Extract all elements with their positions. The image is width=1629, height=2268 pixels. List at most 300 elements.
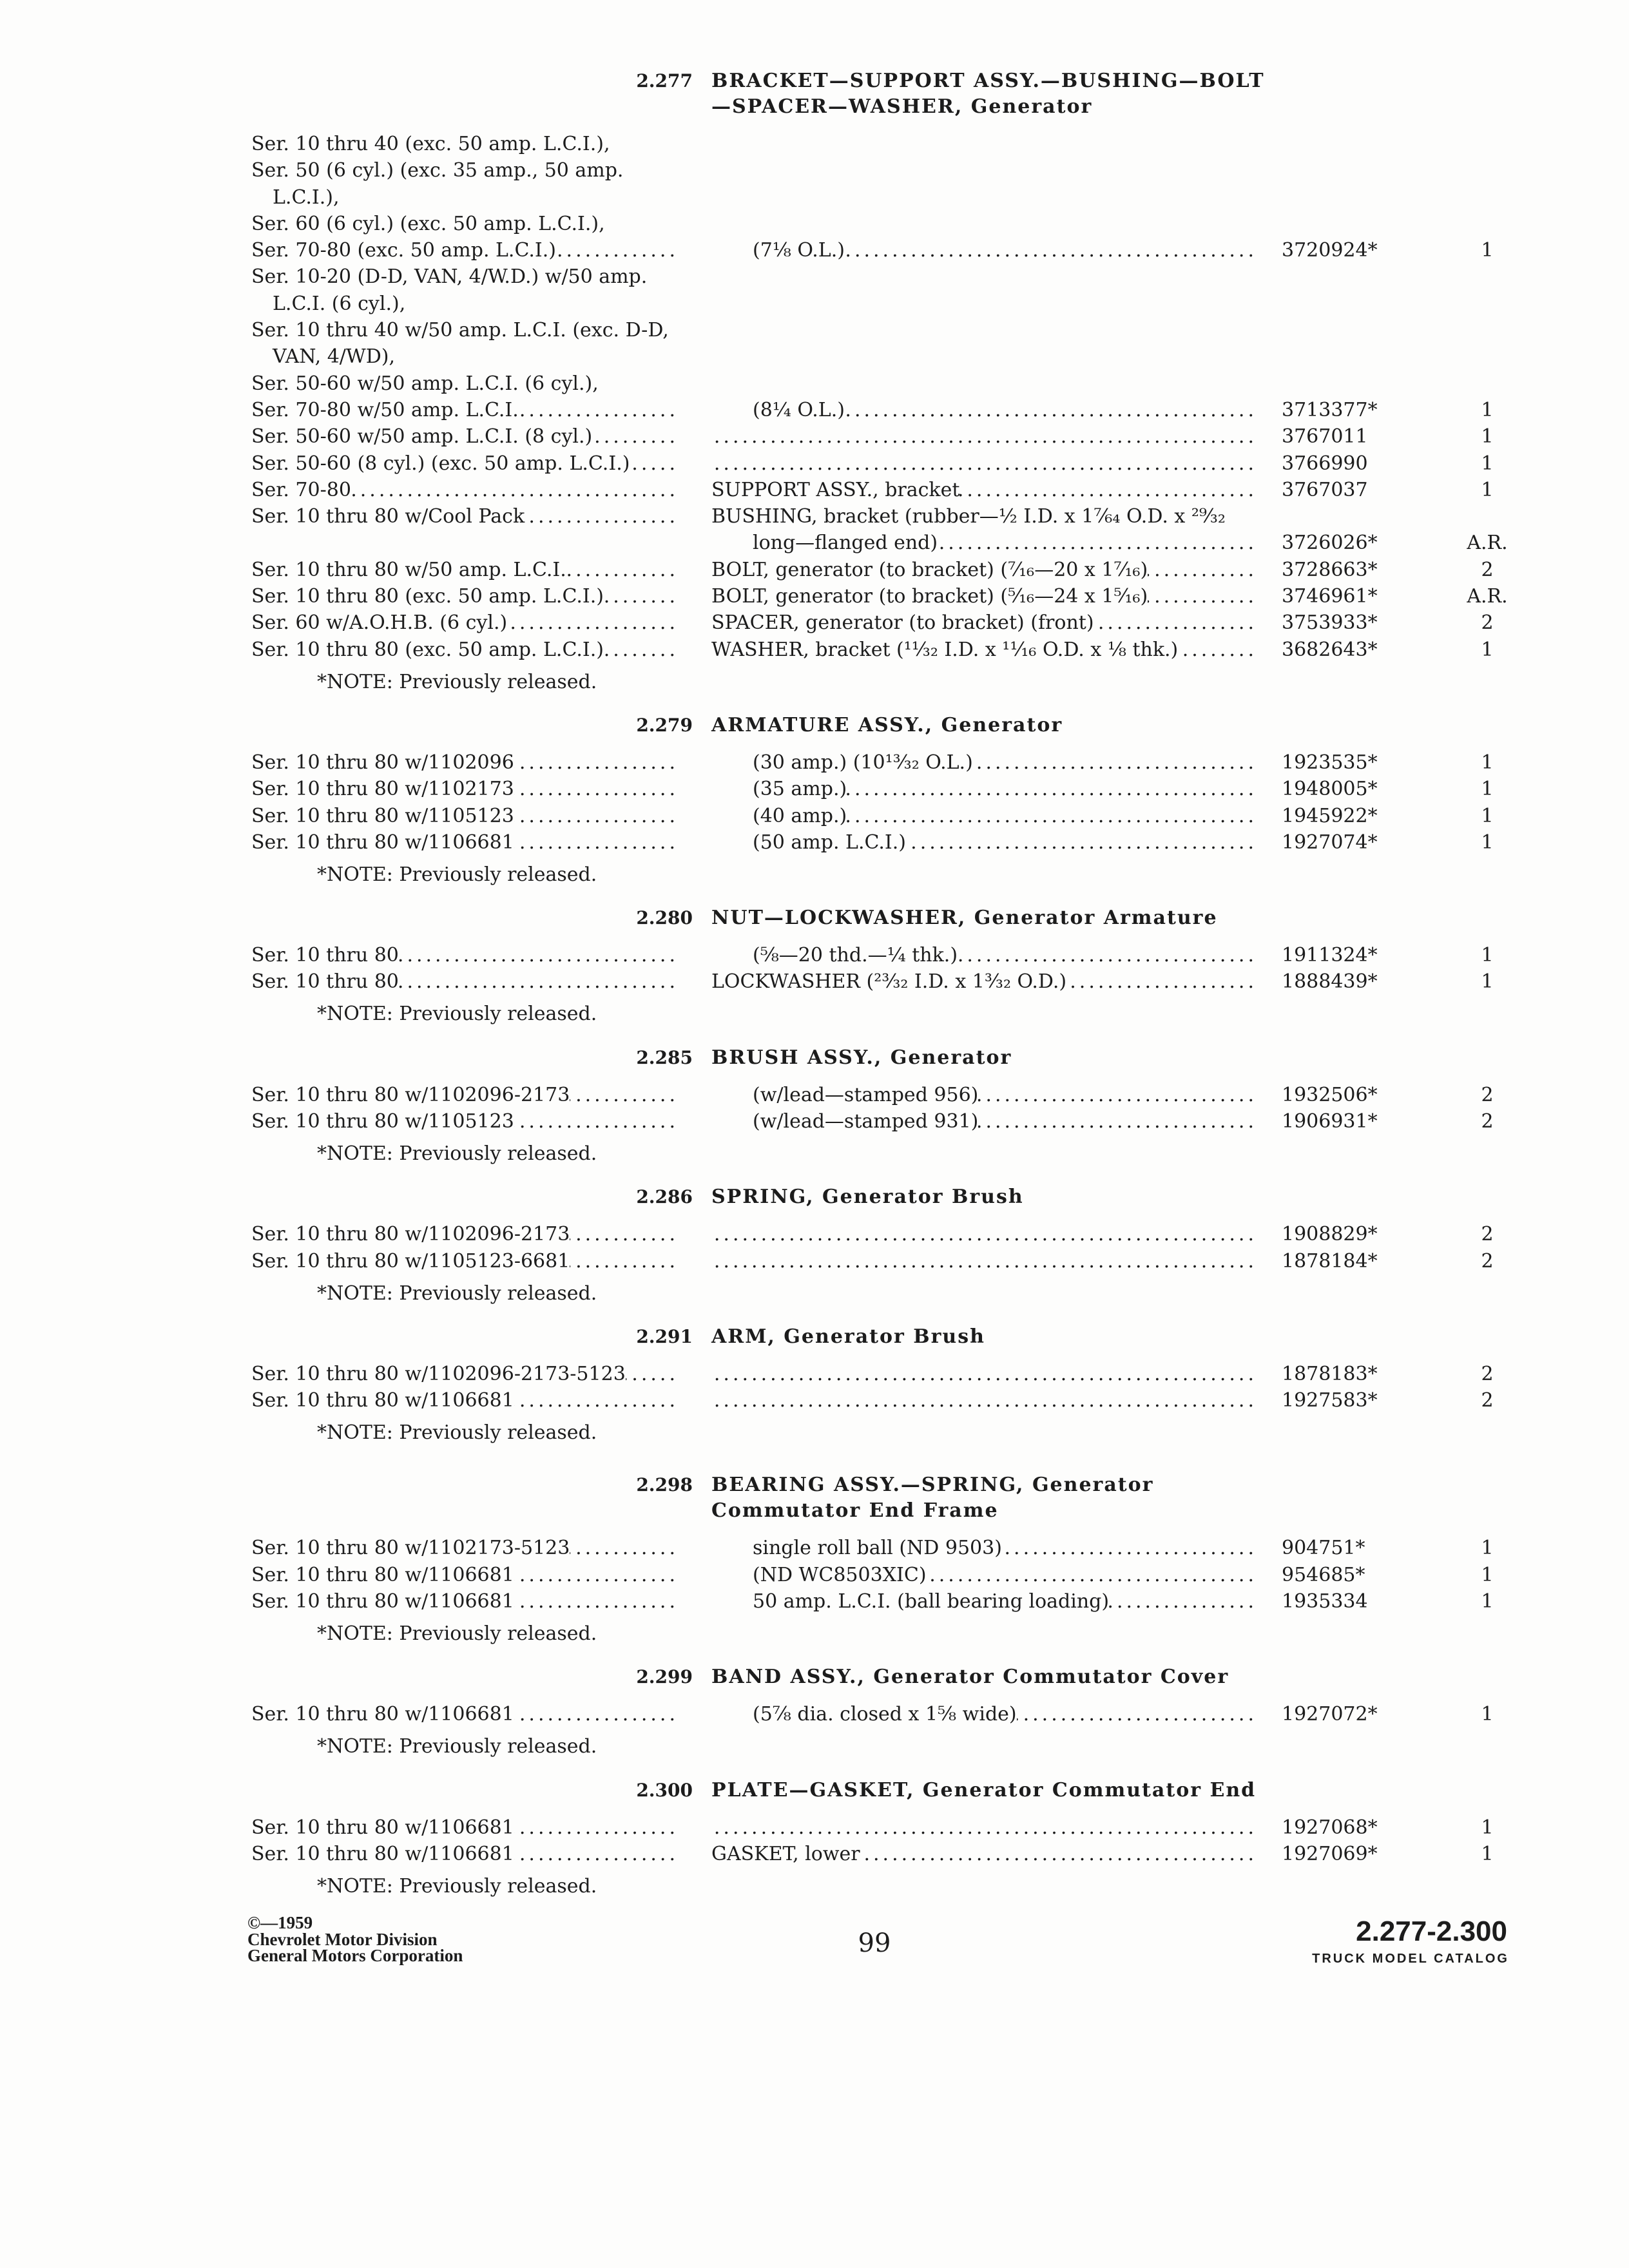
- part-row: [0, 1248, 1629, 1274]
- part-row: [0, 477, 1629, 503]
- quantity: 1: [1481, 1537, 1494, 1560]
- application-text: Ser. 70-80: [251, 478, 351, 501]
- quantity: 1: [1481, 478, 1494, 501]
- application-cell: [251, 1082, 679, 1108]
- application-cell: [251, 1361, 679, 1387]
- description-text: GASKET, lower: [711, 1842, 860, 1865]
- quantity: 1: [1481, 1703, 1494, 1726]
- publisher-block: [247, 1915, 463, 1965]
- section-title-line: ARM, Generator Brush: [711, 1325, 985, 1348]
- dot-leader: [973, 749, 1257, 776]
- section-title: [711, 1472, 1629, 1524]
- description-text: (5⅞ dia. closed x 1⅝ wide): [753, 1703, 1017, 1726]
- part-row: [0, 131, 1629, 157]
- dot-leader: [1148, 583, 1257, 610]
- part-number: 3767037: [1282, 478, 1368, 501]
- part-number: 3726026*: [1282, 532, 1378, 555]
- quantity: 1: [1481, 638, 1494, 661]
- application-text: Ser. 50-60 w/50 amp. L.C.I. (8 cyl.): [251, 425, 593, 448]
- application-cell: [251, 1701, 679, 1727]
- parts-list: [0, 68, 1629, 1899]
- application-cell: [251, 1841, 679, 1867]
- application-text: Ser. 10 thru 80 w/1106681: [251, 1590, 514, 1613]
- part-row: [0, 157, 1629, 184]
- group-range: 2.277-2.300: [1356, 1916, 1507, 1947]
- page-number: 99: [858, 1928, 891, 1958]
- part-row: [0, 557, 1629, 583]
- part-number: 1945922*: [1282, 804, 1378, 827]
- part-number: 1888439*: [1282, 970, 1378, 994]
- description-cell: [711, 803, 1257, 829]
- part-number: 954685*: [1282, 1563, 1365, 1586]
- part-row: [0, 829, 1629, 856]
- part-row: [0, 1535, 1629, 1561]
- application-text: Ser. 10 thru 80 w/1106681: [251, 1389, 514, 1412]
- section-2-280: [0, 905, 1629, 1028]
- section-2-291: [0, 1324, 1629, 1446]
- part-row: [0, 1588, 1629, 1615]
- section-title: [711, 1184, 1629, 1210]
- application-cell: [251, 1248, 679, 1274]
- description-cell: [711, 1535, 1257, 1561]
- section-title: [711, 1324, 1629, 1350]
- application-text: Ser. 10 thru 80 w/1105123: [251, 1110, 514, 1133]
- description-text: BOLT, generator (to bracket) (⁵⁄₁₆—24 x 1⁵⁄₁₆): [711, 585, 1148, 608]
- description-cell: [711, 450, 1257, 477]
- application-text: Ser. 10 thru 80 (exc. 50 amp. L.C.I.): [251, 585, 604, 608]
- description-text: (40 amp.): [753, 804, 847, 827]
- section-2-298: [0, 1472, 1629, 1647]
- application-cell: [251, 1535, 679, 1561]
- part-row: [0, 1814, 1629, 1841]
- quantity: 1: [1481, 831, 1494, 854]
- description-cell: [711, 637, 1257, 663]
- section-2-279: [0, 713, 1629, 888]
- description-text: BOLT, generator (to bracket) (⁷⁄₁₆—20 x 1⁷⁄₁₆): [711, 558, 1148, 581]
- section-header: [0, 1045, 1629, 1071]
- section-number: 2.298: [636, 1474, 693, 1496]
- section-note: *NOTE: Previously released.: [317, 1735, 597, 1758]
- dot-leader: [958, 942, 1257, 968]
- section-note: *NOTE: Previously released.: [317, 1874, 597, 1898]
- section-2-286: [0, 1184, 1629, 1307]
- dot-leader: [978, 1108, 1257, 1135]
- description-text: (30 amp.) (10¹³⁄₃₂ O.L.): [753, 751, 973, 774]
- part-row: [0, 343, 1629, 370]
- description-cell: [711, 1814, 1257, 1841]
- quantity: 1: [1481, 425, 1494, 448]
- part-number: 3728663*: [1282, 558, 1378, 581]
- dot-leader: [514, 749, 679, 776]
- section-title-line: NUT—LOCKWASHER, Generator Armature: [711, 907, 1218, 930]
- part-number: 1927074*: [1282, 831, 1378, 854]
- quantity: A.R.: [1467, 585, 1508, 608]
- part-number: 3720924*: [1282, 239, 1378, 262]
- dot-leader: [399, 942, 679, 968]
- application-text: Ser. 50-60 (8 cyl.) (exc. 50 amp. L.C.I.): [251, 452, 630, 475]
- application-cell: [251, 477, 679, 503]
- quantity: 1: [1481, 944, 1494, 967]
- description-cell: [711, 1701, 1257, 1727]
- section-title-line: Commutator End Frame: [711, 1499, 999, 1523]
- section-header: [0, 905, 1629, 931]
- description-cell: [711, 749, 1257, 776]
- application-cell: [251, 237, 679, 264]
- quantity: 1: [1481, 398, 1494, 421]
- part-number: 1878183*: [1282, 1362, 1378, 1385]
- description-cell: [711, 237, 1257, 264]
- application-cell: [251, 1387, 679, 1414]
- application-text: L.C.I.),: [273, 186, 340, 209]
- dot-leader: [711, 450, 1257, 477]
- dot-leader: [351, 477, 679, 503]
- description-text: single roll ball (ND 9503): [753, 1537, 1002, 1560]
- dot-leader: [711, 1248, 1257, 1274]
- application-cell: [251, 1814, 679, 1841]
- dot-leader: [604, 583, 679, 610]
- part-number: 1948005*: [1282, 778, 1378, 801]
- description-text: long—flanged end): [753, 532, 938, 555]
- section-title: [711, 1045, 1629, 1071]
- dot-leader: [1017, 1701, 1257, 1727]
- section-header: [0, 68, 1629, 120]
- section-title: [711, 1664, 1629, 1690]
- part-row: [0, 749, 1629, 776]
- application-cell: [251, 942, 679, 968]
- dot-leader: [711, 423, 1257, 450]
- dot-leader: [978, 1082, 1257, 1108]
- part-row: [0, 423, 1629, 450]
- dot-leader: [711, 1361, 1257, 1387]
- application-cell: [251, 968, 679, 995]
- dot-leader: [507, 610, 679, 636]
- section-title-line: ARMATURE ASSY., Generator: [711, 713, 1063, 736]
- quantity: 1: [1481, 778, 1494, 801]
- quantity: 1: [1481, 1563, 1494, 1586]
- application-text: Ser. 10 thru 80 w/1102096-2173-5123: [251, 1362, 626, 1385]
- section-number: 2.279: [636, 714, 693, 736]
- application-cell: [251, 776, 679, 802]
- dot-leader: [514, 829, 679, 856]
- application-cell: [251, 1221, 679, 1247]
- part-number: 1878184*: [1282, 1249, 1378, 1273]
- quantity: 1: [1481, 239, 1494, 262]
- application-text: Ser. 10 thru 80 w/1106681: [251, 831, 514, 854]
- quantity: 2: [1481, 1083, 1494, 1106]
- description-cell: [711, 1082, 1257, 1108]
- dot-leader: [959, 477, 1257, 503]
- description-cell: [711, 610, 1257, 636]
- dot-leader: [570, 1221, 679, 1247]
- section-2-300: [0, 1778, 1629, 1900]
- application-cell: [251, 583, 679, 610]
- dot-leader: [570, 1535, 679, 1561]
- section-2-299: [0, 1664, 1629, 1760]
- part-number: 3746961*: [1282, 585, 1378, 608]
- description-cell: [711, 829, 1257, 856]
- part-number: 3713377*: [1282, 398, 1378, 421]
- section-number: 2.285: [636, 1046, 693, 1068]
- application-text: Ser. 70-80 w/50 amp. L.C.I.: [251, 398, 519, 421]
- application-cell: [251, 317, 679, 343]
- quantity: 1: [1481, 970, 1494, 994]
- application-text: Ser. 10 thru 80 w/1106681: [251, 1816, 514, 1839]
- application-text: Ser. 10 thru 80 w/1106681: [251, 1563, 514, 1586]
- application-cell: [251, 749, 679, 776]
- application-cell: [251, 211, 679, 237]
- part-row: [0, 530, 1629, 556]
- quantity: A.R.: [1467, 532, 1508, 555]
- copyright-line: ©—1959: [247, 1913, 313, 1932]
- part-row: [0, 942, 1629, 968]
- section-title-line: BEARING ASSY.—SPRING, Generator: [711, 1474, 1154, 1497]
- description-text: SPACER, generator (to bracket) (front): [711, 611, 1094, 635]
- part-row: [0, 291, 1629, 317]
- dot-leader: [1094, 610, 1257, 636]
- dot-leader: [845, 397, 1257, 423]
- section-title: [711, 905, 1629, 931]
- application-text: Ser. 10 thru 80 w/1102096: [251, 751, 514, 774]
- section-number: 2.300: [636, 1779, 693, 1801]
- application-text: Ser. 10 thru 80 w/1102096-2173: [251, 1223, 570, 1246]
- description-cell: [711, 1562, 1257, 1588]
- part-row: [0, 397, 1629, 423]
- section-note: *NOTE: Previously released.: [317, 1421, 597, 1445]
- dot-leader: [711, 1814, 1257, 1841]
- dot-leader: [1109, 1588, 1257, 1615]
- dot-leader: [570, 1082, 679, 1108]
- quantity: 2: [1481, 1389, 1494, 1412]
- section-title: [711, 68, 1629, 120]
- section-title-line: BAND ASSY., Generator Commutator Cover: [711, 1666, 1229, 1689]
- description-text: (35 amp.): [753, 778, 847, 801]
- dot-leader: [927, 1562, 1257, 1588]
- dot-leader: [514, 776, 679, 802]
- dot-leader: [514, 1387, 679, 1414]
- dot-leader: [570, 1248, 679, 1274]
- description-cell: [711, 968, 1257, 995]
- application-cell: [251, 829, 679, 856]
- dot-leader: [860, 1841, 1257, 1867]
- application-cell: [251, 1562, 679, 1588]
- description-cell: [711, 942, 1257, 968]
- part-row: [0, 211, 1629, 237]
- section-header: [0, 713, 1629, 738]
- application-text: Ser. 10 thru 80 w/1106681: [251, 1842, 514, 1865]
- part-number: 3753933*: [1282, 611, 1378, 635]
- description-cell: [711, 530, 1257, 556]
- application-text: Ser. 10 thru 40 (exc. 50 amp. L.C.I.),: [251, 133, 610, 155]
- dot-leader: [556, 237, 679, 264]
- section-title-line: BRACKET—SUPPORT ASSY.—BUSHING—BOLT: [711, 70, 1265, 92]
- application-text: Ser. 10 thru 80: [251, 970, 399, 994]
- quantity: 1: [1481, 751, 1494, 774]
- section-title-line: PLATE—GASKET, Generator Commutator End: [711, 1778, 1257, 1802]
- dot-leader: [1066, 968, 1257, 995]
- section-2-285: [0, 1045, 1629, 1168]
- dot-leader: [514, 1701, 679, 1727]
- part-number: 1927069*: [1282, 1842, 1378, 1865]
- dot-leader: [711, 1387, 1257, 1414]
- description-cell: [711, 557, 1257, 583]
- section-header: [0, 1184, 1629, 1210]
- section-2-277: [0, 68, 1629, 695]
- part-row: [0, 1221, 1629, 1247]
- dot-leader: [525, 503, 679, 530]
- application-text: Ser. 10 thru 80 w/1102173-5123: [251, 1537, 570, 1560]
- application-text: VAN, 4/WD),: [273, 345, 396, 369]
- part-number: 3766990: [1282, 452, 1368, 475]
- dot-leader: [630, 450, 679, 477]
- description-cell: [711, 1221, 1257, 1247]
- description-text: (⅝—20 thd.—¼ thk.): [753, 944, 958, 967]
- part-number: 1906931*: [1282, 1110, 1378, 1133]
- application-cell: [251, 803, 679, 829]
- quantity: 1: [1481, 1590, 1494, 1613]
- description-cell: [711, 776, 1257, 802]
- quantity: 2: [1481, 1223, 1494, 1246]
- application-text: Ser. 10 thru 80 w/1102173: [251, 778, 514, 801]
- application-text: Ser. 70-80 (exc. 50 amp. L.C.I.): [251, 239, 556, 262]
- description-text: WASHER, bracket (¹¹⁄₃₂ I.D. x ¹¹⁄₁₆ O.D. x ⅛ thk.): [711, 638, 1179, 661]
- part-number: 1911324*: [1282, 944, 1378, 967]
- quantity: 1: [1481, 804, 1494, 827]
- application-cell: [251, 397, 679, 423]
- dot-leader: [514, 803, 679, 829]
- description-text: (50 amp. L.C.I.): [753, 831, 906, 854]
- application-cell: [251, 637, 679, 663]
- application-text: Ser. 10 thru 80 w/1105123-6681: [251, 1249, 570, 1273]
- part-row: [0, 968, 1629, 995]
- application-cell: [251, 610, 679, 636]
- description-text: SUPPORT ASSY., bracket: [711, 478, 960, 501]
- dot-leader: [845, 237, 1257, 264]
- application-text: Ser. 10 thru 80 (exc. 50 amp. L.C.I.): [251, 638, 604, 661]
- dot-leader: [519, 397, 679, 423]
- application-cell: [251, 157, 679, 184]
- dot-leader: [604, 637, 679, 663]
- description-text: (7⅛ O.L.): [753, 239, 845, 262]
- description-cell: [711, 397, 1257, 423]
- description-text: (8¼ O.L.): [753, 398, 845, 421]
- part-row: [0, 1387, 1629, 1414]
- dot-leader: [566, 557, 679, 583]
- application-text: Ser. 10-20 (D-D, VAN, 4/W.D.) w/50 amp.: [251, 265, 648, 289]
- part-number: 904751*: [1282, 1537, 1365, 1560]
- dot-leader: [847, 776, 1257, 802]
- description-cell: [711, 503, 1257, 530]
- part-row: [0, 1361, 1629, 1387]
- dot-leader: [938, 530, 1257, 556]
- application-text: Ser. 10 thru 80: [251, 944, 399, 967]
- description-text: (w/lead—stamped 931): [753, 1110, 979, 1133]
- section-note: *NOTE: Previously released.: [317, 1282, 597, 1305]
- part-row: [0, 237, 1629, 264]
- application-text: Ser. 10 thru 80 w/Cool Pack: [251, 505, 525, 528]
- description-cell: [711, 1588, 1257, 1615]
- section-number: 2.286: [636, 1186, 693, 1208]
- application-cell: [251, 184, 679, 211]
- corporation-line: General Motors Corporation: [247, 1946, 463, 1965]
- description-text: (w/lead—stamped 956): [753, 1083, 979, 1106]
- dot-leader: [711, 1221, 1257, 1247]
- description-cell: [711, 477, 1257, 503]
- part-row: [0, 1562, 1629, 1588]
- part-row: [0, 803, 1629, 829]
- dot-leader: [626, 1361, 679, 1387]
- dot-leader: [847, 803, 1257, 829]
- part-number: 1927072*: [1282, 1703, 1378, 1726]
- section-number: 2.277: [636, 70, 693, 91]
- section-header: [0, 1664, 1629, 1690]
- description-text: 50 amp. L.C.I. (ball bearing loading): [753, 1590, 1110, 1613]
- section-header: [0, 1778, 1629, 1803]
- quantity: 2: [1481, 1110, 1494, 1133]
- quantity: 2: [1481, 558, 1494, 581]
- description-cell: [711, 1841, 1257, 1867]
- part-row: [0, 264, 1629, 290]
- part-number: 3682643*: [1282, 638, 1378, 661]
- dot-leader: [514, 1108, 679, 1135]
- application-cell: [251, 450, 679, 477]
- part-row: [0, 1108, 1629, 1135]
- part-number: 1935334: [1282, 1590, 1368, 1613]
- application-cell: [251, 291, 679, 317]
- application-text: Ser. 60 w/A.O.H.B. (6 cyl.): [251, 611, 508, 635]
- section-header: [0, 1472, 1629, 1524]
- part-row: [0, 1701, 1629, 1727]
- section-title-line: SPRING, Generator Brush: [711, 1186, 1024, 1209]
- description-cell: [711, 1248, 1257, 1274]
- part-row: [0, 370, 1629, 397]
- part-number: 1908829*: [1282, 1223, 1378, 1246]
- part-row: [0, 184, 1629, 211]
- section-title-line: BRUSH ASSY., Generator: [711, 1046, 1012, 1069]
- application-text: Ser. 10 thru 80 w/1105123: [251, 804, 514, 827]
- section-note: *NOTE: Previously released.: [317, 1622, 597, 1645]
- section-number: 2.280: [636, 907, 693, 929]
- quantity: 1: [1481, 452, 1494, 475]
- part-row: [0, 503, 1629, 530]
- description-cell: [711, 423, 1257, 450]
- part-number: 3767011: [1282, 425, 1368, 448]
- dot-leader: [514, 1841, 679, 1867]
- section-number: 2.291: [636, 1325, 693, 1347]
- part-number: 1927583*: [1282, 1389, 1378, 1412]
- part-number: 1927068*: [1282, 1816, 1378, 1839]
- dot-leader: [514, 1588, 679, 1615]
- application-text: Ser. 50-60 w/50 amp. L.C.I. (6 cyl.),: [251, 372, 599, 395]
- part-row: [0, 450, 1629, 477]
- section-title: [711, 713, 1629, 738]
- section-note: *NOTE: Previously released.: [317, 670, 597, 693]
- quantity: 2: [1481, 1362, 1494, 1385]
- part-row: [0, 610, 1629, 636]
- part-number: 1923535*: [1282, 751, 1378, 774]
- part-row: [0, 1841, 1629, 1867]
- application-cell: [251, 370, 679, 397]
- application-text: Ser. 10 thru 80 w/1106681: [251, 1703, 514, 1726]
- dot-leader: [592, 423, 679, 450]
- part-row: [0, 637, 1629, 663]
- description-cell: [711, 1361, 1257, 1387]
- division-line: Chevrolet Motor Division: [247, 1929, 438, 1949]
- application-cell: [251, 423, 679, 450]
- catalog-name: TRUCK MODEL CATALOG: [1312, 1952, 1509, 1966]
- description-cell: [711, 1108, 1257, 1135]
- quantity: 2: [1481, 1249, 1494, 1273]
- part-row: [0, 1082, 1629, 1108]
